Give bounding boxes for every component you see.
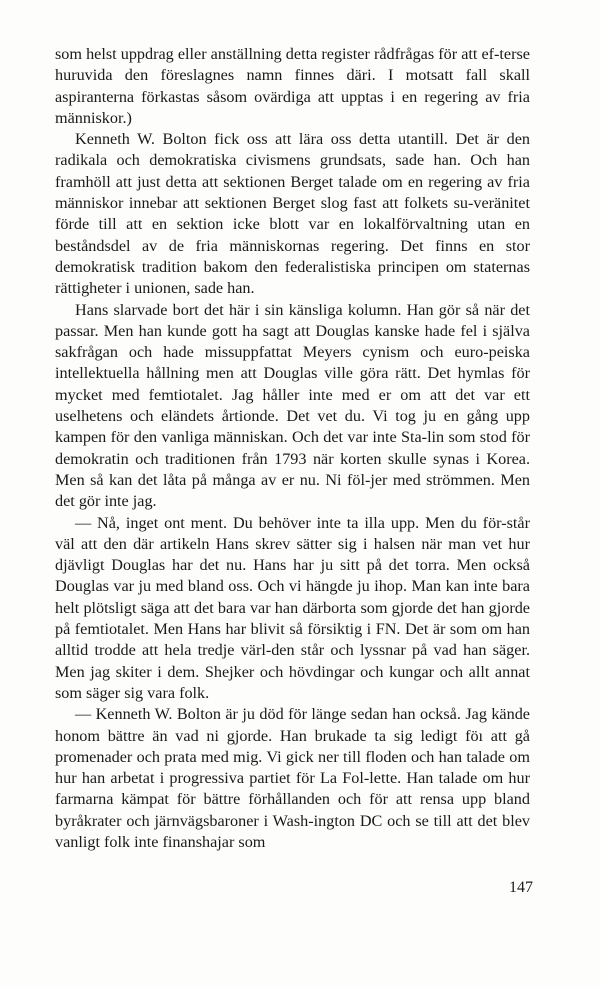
paragraph-1: som helst uppdrag eller anställning detta register rådfrågas för att ef-terse huruvida den föreslagnes namn finnes däri. I motsatt fall skall aspiranterna förkastas såsom ovärdiga att upptas i en regering av fria människor.) (55, 45, 530, 127)
paragraph-3: Hans slarvade bort det här i sin känsliga kolumn. Han gör så när det passar. Men han kunde gott ha sagt att Douglas kanske hade fel i själva sakfrågan och hade missuppfattat Meyers cynism och euro-peiska intellektuella hållning men att Douglas ville göra rätt. Det hymlas för mycket med femtiotalet. Jag håller inte med er om att det var ett uselhetens och eländets årtionde. Det vet du. Vi tog ju en gång upp kampen för den vanliga människan. Och det var inte Sta-lin som stod för demokratin och traditionen från 1793 när korten skulle synas i Korea. Men så kan det låta på många av er nu. Ni föl-jer med strömmen. Men det gör inte jag. (55, 300, 530, 511)
body-text (55, 44, 530, 853)
paragraph-2: Kenneth W. Bolton fick oss att lära oss detta utantill. Det är den radikala och demokratiska civismens grundsats, sade han. Och han framhöll att just detta att sektionen Berget talade om en regering av fria människor innebar att sektionen Berget slog fast att folkets su-veränitet förde till att en sektion icke blott var en lokalförvaltning utan en beståndsdel av de fria människornas regering. Det finns en stor demokratisk tradition bakom den federalistiska principen om staternas rättigheter i unionen, sade han. (55, 130, 530, 298)
paragraph-5: — Kenneth W. Bolton är ju död för länge sedan han också. Jag kände honom bättre än vad ni gjorde. Han brukade ta sig ledigt föı att gå promenader och prata med mig. Vi gick ner till floden och han talade om hur han arbetat i progressiva partiet för La Fol-lette. Han talade om hur farmarna kämpat för bättre förhållanden och för att rensa upp bland byråkrater och järnvägsbaroner i Wash-ington DC och se till att det blev vanligt folk inte finanshajar som (55, 705, 530, 851)
page-number: 147 (509, 879, 533, 896)
paragraph-4: — Nå, inget ont ment. Du behöver inte ta illa upp. Men du för-står väl att den där artikeln Hans skrev sätter sig i halsen när man vet hur djävligt Douglas har det nu. Hans har ju sitt på det torra. Men också Douglas var ju med bland oss. Och vi hängde ju ihop. Man kan inte bara helt plötsligt säga att det bara var han därborta som gjorde det han gjorde på femtiotalet. Men Hans har blivit så försiktig i FN. Det är som om han alltid trodde att hela tredje värl-den står och lyssnar på vad han säger. Men jag skiter i dem. Shejker och hövdingar och kungar och allt annat som säger sig vara folk. (55, 513, 530, 702)
